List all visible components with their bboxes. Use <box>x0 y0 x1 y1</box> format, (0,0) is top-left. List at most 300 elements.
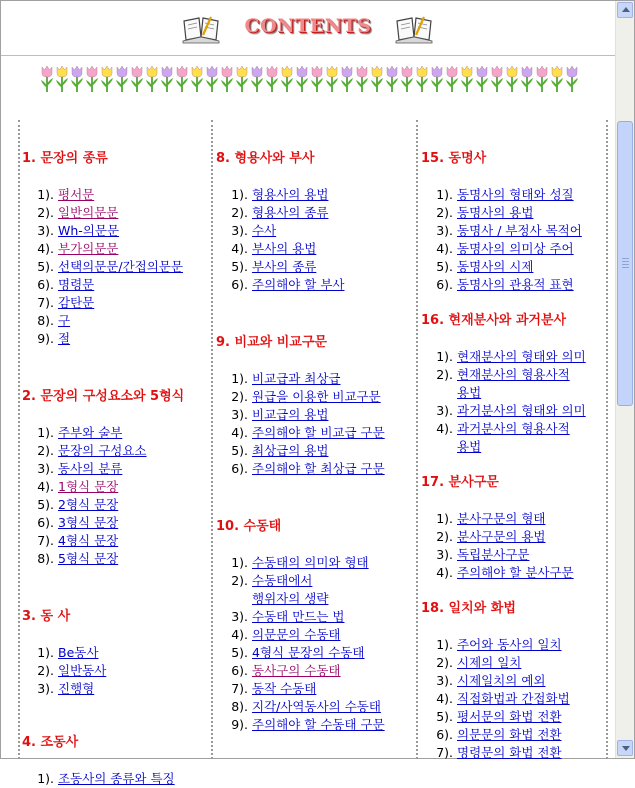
toc-item <box>421 186 611 204</box>
toc-link[interactable]: 동명사의 시제 <box>457 259 534 274</box>
item-link-wrap <box>58 258 183 276</box>
toc-link[interactable]: 수사 <box>252 223 277 238</box>
toc-link[interactable]: 비교급과 최상급 <box>252 371 341 386</box>
tulip-icon <box>235 64 249 94</box>
toc-link-continued[interactable]: 행위자의 생략 <box>252 591 329 606</box>
toc-list <box>421 186 611 294</box>
toc-link[interactable]: 주의해야 할 분사구문 <box>457 565 574 580</box>
tulip-icon <box>100 64 114 94</box>
toc-link[interactable]: 원급을 이용한 비교구문 <box>252 389 381 404</box>
toc-item <box>216 572 406 608</box>
item-link-wrap <box>252 370 341 388</box>
tulip-icon <box>385 64 399 94</box>
tulip-icon <box>430 64 444 94</box>
item-link-wrap <box>58 312 70 330</box>
toc-link[interactable]: 비교급의 용법 <box>252 407 329 422</box>
item-link-wrap <box>252 204 328 222</box>
item-link-wrap <box>58 496 118 514</box>
grip-line <box>622 264 629 265</box>
item-link-wrap <box>457 726 562 744</box>
item-number: 4). <box>37 479 54 494</box>
item-number: 2). <box>436 655 453 670</box>
toc-link[interactable]: 과거분사의 형태와 의미 <box>457 403 586 418</box>
page-header <box>1 1 615 56</box>
toc-link[interactable]: 주의해야 할 부사 <box>252 277 345 292</box>
item-link-wrap <box>252 258 316 276</box>
item-link-wrap <box>58 240 118 258</box>
toc-link[interactable]: 동사구의 수동태 <box>252 663 341 678</box>
item-number: 3). <box>231 223 248 238</box>
tulip-icon <box>445 64 459 94</box>
toc-item <box>421 510 611 528</box>
section-title: 9. 비교와 비교구문 <box>216 335 327 350</box>
item-number: 3). <box>37 461 54 476</box>
item-link-wrap <box>457 690 570 708</box>
tulip-icon <box>355 64 369 94</box>
toc-item <box>22 442 212 460</box>
item-number: 3). <box>231 609 248 624</box>
toc-item <box>22 330 212 348</box>
item-link-wrap <box>58 442 147 460</box>
toc-item <box>421 222 611 240</box>
toc-link[interactable]: 직접화법과 간접화법 <box>457 691 570 706</box>
open-book-icon <box>181 13 221 45</box>
toc-list <box>421 510 611 582</box>
toc-item <box>216 406 406 424</box>
item-link-wrap <box>457 222 582 240</box>
toc-link[interactable]: 문장의 구성요소 <box>58 443 147 458</box>
toc-item <box>216 442 406 460</box>
toc-item <box>421 240 611 258</box>
tulip-icon <box>220 64 234 94</box>
item-number: 1). <box>37 645 54 660</box>
tulip-icon <box>325 64 339 94</box>
toc-link[interactable]: 형용사의 용법 <box>252 187 329 202</box>
item-number: 3). <box>37 223 54 238</box>
item-number: 5). <box>37 497 54 512</box>
toc-link[interactable]: 동명사의 형태와 성질 <box>457 187 574 202</box>
toc-section <box>216 334 406 478</box>
toc-section <box>421 312 611 456</box>
toc-item <box>421 636 611 654</box>
tulip-icon <box>265 64 279 94</box>
toc-link[interactable]: 주부와 술부 <box>58 425 123 440</box>
item-number: 4). <box>37 241 54 256</box>
toc-link[interactable]: 4형식 문장 <box>58 533 119 548</box>
toc-column-3 <box>421 118 611 759</box>
section-title: 18. 일치와 화법 <box>421 601 516 616</box>
toc-item <box>22 240 212 258</box>
item-link-wrap <box>457 348 586 366</box>
item-link-wrap <box>252 460 385 478</box>
tulip-icon <box>40 64 54 94</box>
toc-link[interactable]: 일반의문문 <box>58 205 119 220</box>
item-link-wrap <box>58 532 118 550</box>
toc-item <box>22 680 212 698</box>
item-link-wrap <box>58 222 119 240</box>
item-link-wrap <box>457 744 562 762</box>
toc-link[interactable]: 평서문의 화법 전환 <box>457 709 562 724</box>
tulip-icon <box>490 64 504 94</box>
toc-item <box>216 608 406 626</box>
toc-item <box>216 240 406 258</box>
toc-column-2 <box>216 118 406 759</box>
toc-link[interactable]: 현재분사의 형태와 의미 <box>457 349 586 364</box>
item-number: 7). <box>37 295 54 310</box>
scroll-up-button[interactable] <box>617 2 633 18</box>
toc-link[interactable]: 감탄문 <box>58 295 95 310</box>
toc-item <box>216 662 406 680</box>
tulip-icon <box>130 64 144 94</box>
toc-link[interactable]: 동명사의 관용적 표현 <box>457 277 574 292</box>
item-number: 2). <box>231 389 248 404</box>
item-number: 7). <box>37 533 54 548</box>
tulip-icon <box>535 64 549 94</box>
grip-line <box>622 258 629 259</box>
item-link-wrap <box>58 186 94 204</box>
toc-item <box>421 258 611 276</box>
toc-item <box>421 402 611 420</box>
item-link-wrap <box>457 708 562 726</box>
item-link-wrap <box>457 402 586 420</box>
item-link-wrap <box>457 276 574 294</box>
toc-item <box>22 222 212 240</box>
toc-section <box>216 150 406 294</box>
item-link-wrap <box>457 204 533 222</box>
toc-link-continued[interactable]: 용법 <box>457 439 482 454</box>
item-number: 6). <box>436 277 453 292</box>
toc-link[interactable]: 부사의 용법 <box>252 241 317 256</box>
toc-item <box>421 528 611 546</box>
item-number: 5). <box>231 645 248 660</box>
section-title: 1. 문장의 종류 <box>22 151 108 166</box>
item-number: 1). <box>436 637 453 652</box>
toc-item <box>22 532 212 550</box>
scroll-down-button[interactable] <box>617 740 633 756</box>
toc-item <box>421 744 611 762</box>
tulip-icon <box>70 64 84 94</box>
toc-item <box>216 388 406 406</box>
item-link-wrap <box>457 186 574 204</box>
toc-link[interactable]: 수동태에서 <box>252 573 313 588</box>
toc-section <box>22 734 212 788</box>
scroll-thumb[interactable] <box>617 121 633 406</box>
item-link-wrap <box>58 460 122 478</box>
item-number: 1). <box>37 425 54 440</box>
item-number: 4). <box>231 425 248 440</box>
tulip-icon <box>115 64 129 94</box>
toc-link[interactable]: 과거분사의 형용사적 <box>457 421 570 436</box>
item-number: 8). <box>231 699 248 714</box>
item-link-wrap <box>457 240 574 258</box>
toc-item <box>421 654 611 672</box>
item-number: 7). <box>231 681 248 696</box>
toc-item <box>216 644 406 662</box>
arrow-down-icon <box>622 746 630 751</box>
item-link-wrap <box>457 258 533 276</box>
toc-link[interactable]: 동명사의 용법 <box>457 205 534 220</box>
item-number: 5). <box>231 259 248 274</box>
item-number: 6). <box>436 727 453 742</box>
tulip-icon <box>520 64 534 94</box>
toc-link[interactable]: 독립분사구문 <box>457 547 530 562</box>
item-number: 3). <box>231 407 248 422</box>
toc-list <box>22 424 212 568</box>
toc-item <box>22 662 212 680</box>
toc-item <box>22 496 212 514</box>
toc-item <box>216 680 406 698</box>
toc-link[interactable]: 분사구문의 형태 <box>457 511 546 526</box>
item-number: 3). <box>436 673 453 688</box>
tulip-icon <box>475 64 489 94</box>
item-link-wrap <box>58 330 70 348</box>
toc-list <box>421 636 611 762</box>
toc-item <box>22 478 212 496</box>
toc-item <box>22 460 212 478</box>
toc-link[interactable]: 수동태 만드는 법 <box>252 609 345 624</box>
toc-link[interactable]: 일반동사 <box>58 663 107 678</box>
toc-link[interactable]: 지각/사역동사의 수동태 <box>252 699 381 714</box>
item-link-wrap <box>58 550 118 568</box>
toc-section <box>22 388 212 568</box>
toc-link[interactable]: 현재분사의 형용사적 <box>457 367 570 382</box>
item-link-wrap <box>457 564 574 582</box>
section-title: 3. 동 사 <box>22 609 71 624</box>
item-link-wrap <box>252 680 316 698</box>
item-number: 4). <box>436 241 453 256</box>
toc-link[interactable]: 동명사 / 부정사 목적어 <box>457 223 582 238</box>
toc-item <box>421 546 611 564</box>
item-link-wrap <box>457 528 546 546</box>
item-link-wrap <box>252 424 385 442</box>
item-number: 3). <box>436 223 453 238</box>
toc-link[interactable]: 시제일치의 예외 <box>457 673 546 688</box>
item-number: 2). <box>37 663 54 678</box>
toc-item <box>216 222 406 240</box>
tulip-icon <box>415 64 429 94</box>
toc-section <box>216 518 406 734</box>
item-number: 9). <box>231 717 248 732</box>
item-number: 1). <box>436 349 453 364</box>
item-link-wrap <box>252 662 341 680</box>
tulip-icon <box>505 64 519 94</box>
toc-item <box>22 312 212 330</box>
toc-link[interactable]: 의문문의 수동태 <box>252 627 341 642</box>
tulip-icon <box>145 64 159 94</box>
toc-item <box>421 708 611 726</box>
item-number: 6). <box>231 277 248 292</box>
toc-link[interactable]: 부사의 종류 <box>252 259 317 274</box>
tulip-icon <box>160 64 174 94</box>
toc-link[interactable]: 구 <box>58 313 71 328</box>
item-number: 3). <box>436 547 453 562</box>
toc-link[interactable]: 평서문 <box>58 187 95 202</box>
tulip-icon <box>310 64 324 94</box>
item-number: 2). <box>436 205 453 220</box>
item-link-wrap <box>252 222 276 240</box>
column-divider <box>416 120 418 759</box>
item-number: 2). <box>436 367 453 382</box>
toc-link[interactable]: 주의해야 할 수동태 구문 <box>252 717 385 732</box>
item-link-wrap <box>457 510 546 528</box>
section-title: 10. 수동태 <box>216 519 282 534</box>
item-link-wrap <box>252 240 316 258</box>
toc-item <box>22 258 212 276</box>
toc-item <box>216 698 406 716</box>
item-number: 2). <box>231 205 248 220</box>
toc-list <box>216 186 406 294</box>
tulip-icon <box>175 64 189 94</box>
toc-item <box>216 204 406 222</box>
toc-item <box>216 460 406 478</box>
toc-link[interactable]: 주의해야 할 비교급 구문 <box>252 425 385 440</box>
toc-list <box>22 644 212 698</box>
item-number: 5). <box>436 259 453 274</box>
section-title: 8. 형용사와 부사 <box>216 151 315 166</box>
vertical-scrollbar[interactable] <box>615 1 634 758</box>
item-number: 5). <box>436 709 453 724</box>
toc-link[interactable]: 형용사의 종류 <box>252 205 329 220</box>
item-link-wrap <box>252 406 328 424</box>
toc-list <box>421 348 611 456</box>
item-link-wrap <box>252 608 344 626</box>
tulip-icon <box>280 64 294 94</box>
toc-item <box>216 716 406 734</box>
item-number: 1). <box>37 187 54 202</box>
item-link-wrap <box>58 294 94 312</box>
toc-link[interactable]: 부가의문문 <box>58 241 119 256</box>
toc-item <box>22 276 212 294</box>
toc-link[interactable]: 의문문의 화법 전환 <box>457 727 562 742</box>
item-number: 8). <box>37 313 54 328</box>
item-link-wrap <box>252 716 385 734</box>
item-number: 4). <box>231 627 248 642</box>
toc-item <box>421 348 611 366</box>
item-number: 6). <box>231 663 248 678</box>
toc-list <box>22 770 212 788</box>
toc-link[interactable]: 5형식 문장 <box>58 551 119 566</box>
item-number: 2). <box>436 529 453 544</box>
toc-link[interactable]: 분사구문의 용법 <box>457 529 546 544</box>
item-number: 6). <box>37 277 54 292</box>
toc-link[interactable]: 명령문의 화법 전환 <box>457 745 562 760</box>
tulip-icon <box>400 64 414 94</box>
tulip-icon <box>295 64 309 94</box>
item-link-wrap <box>58 514 118 532</box>
toc-link[interactable]: 동명사의 의미상 주어 <box>457 241 574 256</box>
toc-item <box>216 276 406 294</box>
toc-link[interactable]: 시제의 일치 <box>457 655 522 670</box>
item-link-wrap <box>58 276 94 294</box>
item-number: 9). <box>37 331 54 346</box>
item-link-wrap <box>58 424 122 442</box>
toc-item <box>421 276 611 294</box>
item-link-wrap <box>58 204 118 222</box>
toc-item <box>22 424 212 442</box>
toc-link[interactable]: 3형식 문장 <box>58 515 119 530</box>
toc-list <box>216 370 406 478</box>
item-link-wrap <box>457 420 570 456</box>
item-number: 5). <box>231 443 248 458</box>
toc-item <box>421 672 611 690</box>
toc-link[interactable]: Wh-의문문 <box>58 223 120 238</box>
item-link-wrap <box>58 662 106 680</box>
toc-link[interactable]: 수동태의 의미와 형태 <box>252 555 369 570</box>
toc-link[interactable]: 동작 수동태 <box>252 681 317 696</box>
toc-link[interactable]: 1형식 문장 <box>58 479 119 494</box>
open-book-icon <box>394 13 434 45</box>
toc-item <box>216 424 406 442</box>
toc-link[interactable]: 조동사의 종류와 특징 <box>58 771 175 786</box>
tulip-border <box>40 64 580 94</box>
toc-item <box>216 186 406 204</box>
toc-item <box>421 564 611 582</box>
toc-list <box>22 186 212 348</box>
item-number: 1). <box>231 371 248 386</box>
item-number: 4). <box>436 565 453 580</box>
toc-item <box>22 644 212 662</box>
item-link-wrap <box>457 546 529 564</box>
toc-link-continued[interactable]: 용법 <box>457 385 482 400</box>
toc-link[interactable]: 명령문 <box>58 277 95 292</box>
tulip-icon <box>250 64 264 94</box>
item-number: 3). <box>37 681 54 696</box>
toc-item <box>421 726 611 744</box>
toc-section <box>421 150 611 294</box>
item-number: 2). <box>231 573 248 588</box>
toc-item <box>216 258 406 276</box>
toc-item <box>421 204 611 222</box>
toc-list <box>216 554 406 734</box>
item-link-wrap <box>457 654 521 672</box>
item-number: 4). <box>436 421 453 436</box>
item-link-wrap <box>457 366 570 402</box>
item-number: 1). <box>231 555 248 570</box>
toc-link[interactable]: 선택의문문/간접의문문 <box>58 259 183 274</box>
toc-link[interactable]: 주의해야 할 최상급 구문 <box>252 461 385 476</box>
toc-item <box>216 626 406 644</box>
toc-link[interactable]: 2형식 문장 <box>58 497 119 512</box>
tulip-icon <box>190 64 204 94</box>
tulip-icon <box>340 64 354 94</box>
item-number: 5). <box>37 259 54 274</box>
item-link-wrap <box>252 442 328 460</box>
toc-item <box>22 204 212 222</box>
toc-link[interactable]: 4형식 문장의 수동태 <box>252 645 365 660</box>
toc-section <box>22 150 212 348</box>
toc-link[interactable]: 동사의 분류 <box>58 461 123 476</box>
item-number: 4). <box>231 241 248 256</box>
page-title: CONTENTS <box>244 15 372 37</box>
toc-item <box>421 366 611 402</box>
toc-link[interactable]: 최상급의 용법 <box>252 443 329 458</box>
toc-section <box>421 600 611 762</box>
toc-column-1 <box>22 118 212 786</box>
grip-line <box>622 267 629 268</box>
tulip-icon <box>565 64 579 94</box>
column-divider <box>18 120 20 759</box>
toc-link[interactable]: 진행형 <box>58 681 95 696</box>
toc-link[interactable]: Be동사 <box>58 645 99 660</box>
item-link-wrap <box>58 680 94 698</box>
toc-link[interactable]: 절 <box>58 331 71 346</box>
section-title: 4. 조동사 <box>22 735 79 750</box>
arrow-up-icon <box>622 7 630 12</box>
toc-item <box>22 186 212 204</box>
toc-link[interactable]: 주어와 동사의 일치 <box>457 637 562 652</box>
item-link-wrap <box>252 626 341 644</box>
section-title: 17. 분사구문 <box>421 475 499 490</box>
